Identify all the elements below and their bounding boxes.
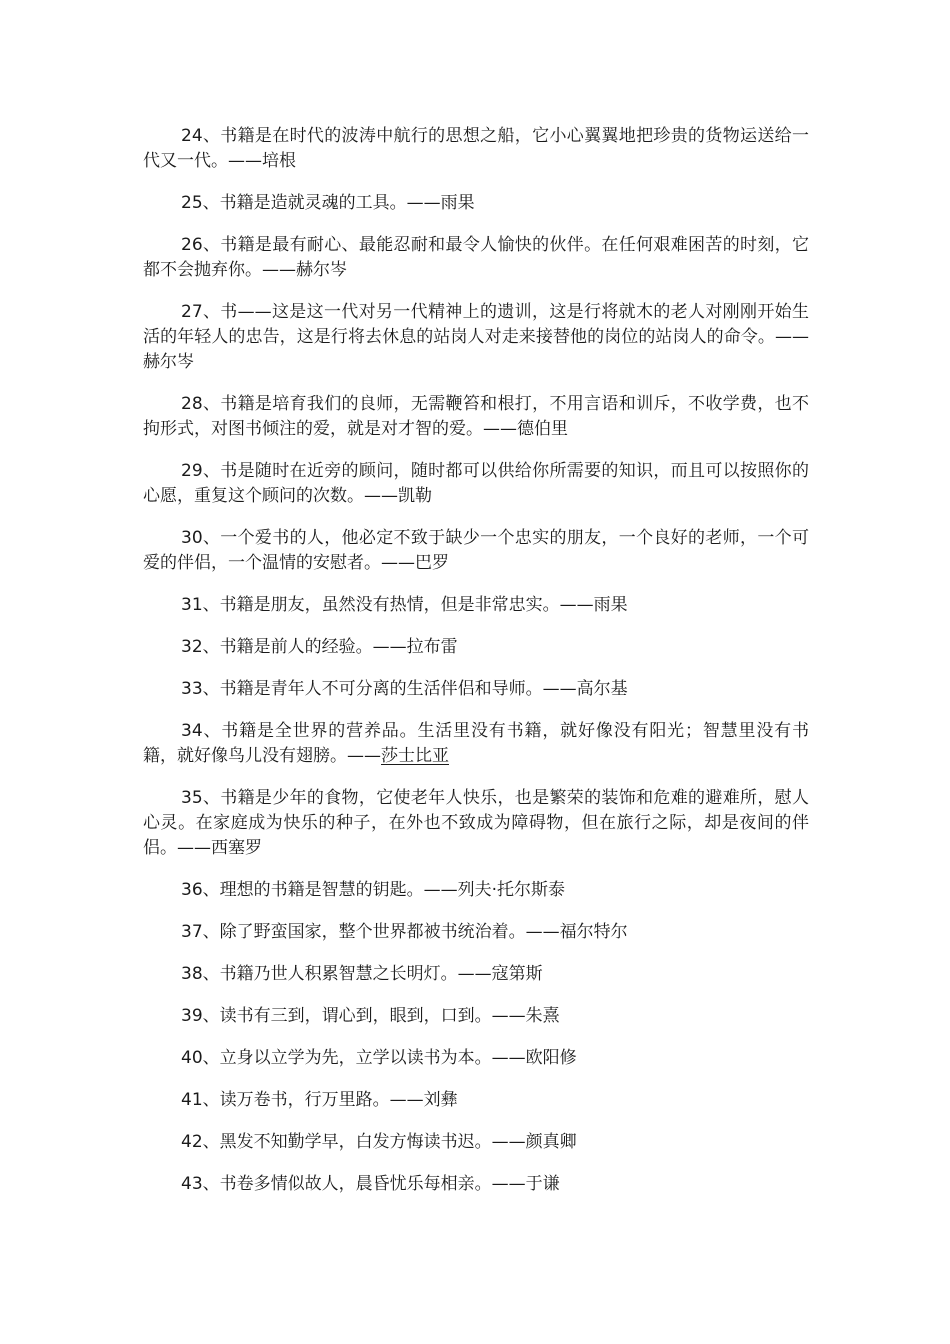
quote-text: 40、立身以立学为先，立学以读书为本。——欧阳修 xyxy=(181,1048,577,1068)
quote-paragraph xyxy=(143,962,809,987)
quote-paragraph xyxy=(143,635,809,660)
quote-paragraph xyxy=(143,593,809,618)
author-link-shakespeare[interactable]: 莎士比亚 xyxy=(381,746,449,766)
quote-text: 25、书籍是造就灵魂的工具。——雨果 xyxy=(181,193,475,213)
quote-paragraph xyxy=(143,191,809,216)
quote-paragraph xyxy=(143,786,809,861)
quote-paragraph xyxy=(143,392,809,442)
quote-text: 33、书籍是青年人不可分离的生活伴侣和导师。——高尔基 xyxy=(181,679,628,699)
quote-text: 41、读万卷书，行万里路。——刘彝 xyxy=(181,1090,458,1110)
quote-text: 32、书籍是前人的经验。——拉布雷 xyxy=(181,637,458,657)
quote-text: 43、书卷多情似故人，晨昏忧乐每相亲。——于谦 xyxy=(181,1174,560,1194)
quote-paragraph xyxy=(143,459,809,509)
quote-text: 37、除了野蛮国家，整个世界都被书统治着。——福尔特尔 xyxy=(181,922,628,942)
quote-paragraph xyxy=(143,124,809,174)
quote-text: 29、书是随时在近旁的顾问，随时都可以供给你所需要的知识，而且可以按照你的心愿，重复这个顾问的次数。——凯勒 xyxy=(143,461,809,506)
quote-paragraph xyxy=(143,1004,809,1029)
quote-paragraph xyxy=(143,300,809,375)
quote-text: 42、黑发不知勤学早，白发方悔读书迟。——颜真卿 xyxy=(181,1132,577,1152)
quote-text: 36、理想的书籍是智慧的钥匙。——列夫·托尔斯泰 xyxy=(181,880,566,900)
quote-text: 39、读书有三到，谓心到，眼到，口到。——朱熹 xyxy=(181,1006,560,1026)
quote-text: 28、书籍是培育我们的良师，无需鞭笞和根打，不用言语和训斥，不收学费，也不拘形式，对图书倾注的爱，就是对才智的爱。——德伯里 xyxy=(143,394,809,439)
quote-paragraph xyxy=(143,878,809,903)
quote-text: 27、书——这是这一代对另一代精神上的遗训，这是行将就木的老人对刚刚开始生活的年轻人的忠告，这是行将去休息的站岗人对走来接替他的岗位的站岗人的命令。——赫尔岑 xyxy=(143,302,809,372)
quote-text: 35、书籍是少年的食物，它使老年人快乐，也是繁荣的装饰和危难的避难所，慰人心灵。在家庭成为快乐的种子，在外也不致成为障碍物，但在旅行之际，却是夜间的伴侣。——西塞罗 xyxy=(143,788,809,858)
quote-paragraph xyxy=(143,1046,809,1071)
quote-text: 26、书籍是最有耐心、最能忍耐和最令人愉快的伙伴。在任何艰难困苦的时刻，它都不会抛弃你。——赫尔岑 xyxy=(143,235,809,280)
quote-text: 31、书籍是朋友，虽然没有热情，但是非常忠实。——雨果 xyxy=(181,595,628,615)
quote-text: 30、一个爱书的人，他必定不致于缺少一个忠实的朋友，一个良好的老师，一个可爱的伴侣，一个温情的安慰者。——巴罗 xyxy=(143,528,809,573)
quote-text: 24、书籍是在时代的波涛中航行的思想之船，它小心翼翼地把珍贵的货物运送给一代又一代。——培根 xyxy=(143,126,809,171)
quote-list xyxy=(143,124,809,1214)
quote-paragraph xyxy=(143,920,809,945)
quote-paragraph xyxy=(143,233,809,283)
quote-text: 38、书籍乃世人积累智慧之长明灯。——寇第斯 xyxy=(181,964,543,984)
quote-paragraph xyxy=(143,526,809,576)
quote-paragraph xyxy=(143,1088,809,1113)
quote-paragraph xyxy=(143,1172,809,1197)
quote-paragraph xyxy=(143,677,809,702)
quote-paragraph xyxy=(143,719,809,769)
quote-text: 34、书籍是全世界的营养品。生活里没有书籍，就好像没有阳光；智慧里没有书籍，就好像鸟儿没有翅膀。—— xyxy=(143,721,809,766)
quote-paragraph xyxy=(143,1130,809,1155)
